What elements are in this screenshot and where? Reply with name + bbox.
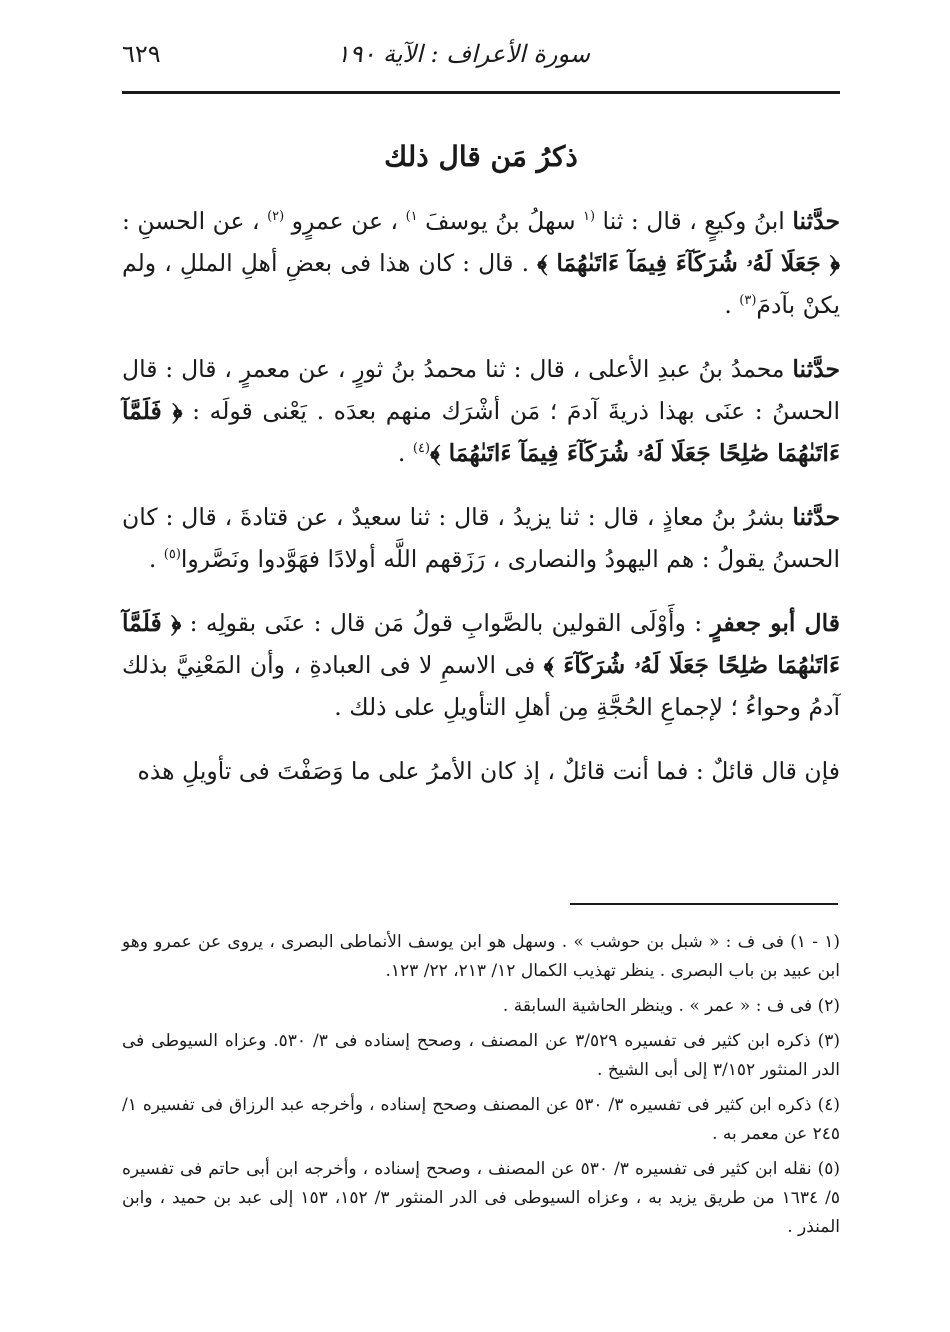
text-span: ، عن الحسنِ : <box>122 207 268 235</box>
footnote: (٥) نقله ابن كثير فى تفسيره ٣/ ٥٣٠ عن المصنف ، وصحح إسناده ، وأخرجه ابن أبى حاتم فى تفسيره ٥/ ١٦٣٤ من طريق يزيد به ، وعزاه السيوطى فى الدر المنثور ٣/ ١٥٢، ١٥٣ إلى عبد بن حميد ، وابن المنذر . <box>122 1159 841 1237</box>
footnote-ref: (٢) <box>267 209 285 225</box>
footnotes <box>122 928 840 1248</box>
text-span: سهلُ بنُ يوسفَ <box>417 207 584 235</box>
quran-bracket-open: ﴿ <box>170 609 182 637</box>
quran-bracket-open: ﴿ <box>172 397 183 425</box>
text-span: . <box>397 439 413 467</box>
text-span: بشرُ بنُ معاذٍ ، قال : ثنا يزيدُ ، قال : ثنا سعيدٌ ، عن قتادةَ ، قال : كان الحسنُ يقولُ : هم اليهودُ والنصارى ، رَزَقهم اللَّه أولادًا فهَوَّدوا ونَصَّروا <box>122 503 840 573</box>
paragraph-5 <box>122 750 840 792</box>
narration-lead: حدَّثنا <box>792 355 840 383</box>
footnote: (٢) فى ف : « عمر » . وينظر الحاشية السابقة . <box>502 996 840 1016</box>
text-span: . <box>148 545 164 573</box>
narration-lead: حدَّثنا <box>792 207 840 235</box>
quran-verse: فَلَمَّآ ءَاتَىٰهُمَا صَٰلِحًا جَعَلَا لَهُۥ شُرَكَآءَ <box>122 609 840 679</box>
paragraph-4 <box>122 602 840 728</box>
quran-bracket-close: ﴾ <box>430 439 441 467</box>
paragraph-2 <box>122 348 840 474</box>
quran-verse: جَعَلَا لَهُۥ شُرَكَآءَ فِيمَآ ءَاتَىٰهُمَا <box>547 249 830 277</box>
text-span: . <box>724 291 740 319</box>
text-span: ، عن عمرٍو <box>284 207 406 235</box>
text-span: محمدُ بنُ عبدِ الأعلى ، قال : ثنا محمدُ بنُ ثورٍ ، عن معمرٍ ، قال : قال الحسنُ : عنَى بهذا ذريةَ آدمَ ؛ مَن أشْرَك منهم بعدَه . يَعْنى قولَه : <box>122 355 840 425</box>
footnote: (٤) ذكره ابن كثير فى تفسيره ٣/ ٥٣٠ عن المصنف وصحح إسناده ، وأخرجه عبد الرزاق فى تفسيره ١/ ٢٤٥ عن معمر به . <box>122 1095 840 1144</box>
main-text <box>122 200 840 792</box>
running-title: سورة الأعراف : الآية ١٩٠ <box>336 40 590 68</box>
section-heading: ذكرُ مَن قال ذلك <box>384 140 578 173</box>
footnote: (٣) ذكره ابن كثير فى تفسيره ٣/٥٢٩ عن المصنف ، وصحح إسناده فى ٣/ ٥٣٠. وعزاه السيوطى فى الدر المنثور ٣/١٥٢ إلى أبى الشيخ . <box>122 1031 840 1080</box>
quran-bracket-close: ﴾ <box>543 651 555 679</box>
quran-verse: فَلَمَّآ ءَاتَىٰهُمَا صَٰلِحًا جَعَلَا لَهُۥ شُرَكَآءَ فِيمَآ ءَاتَىٰهُمَا <box>122 397 840 467</box>
text-span: : وأَوْلَى القولين بالصَّوابِ قولُ مَن قال : عنَى بقولِه : <box>181 609 711 637</box>
text-span: فى الاسمِ لا فى العبادةِ ، وأن المَعْنِيَّ بذلك آدمُ وحواءُ ؛ لإجماعِ الحُجَّةِ مِن أهلِ التأويلِ على ذلك . <box>122 651 840 721</box>
footnote-rule <box>570 903 838 905</box>
text-span: . قال : كان هذا فى بعضِ أهلِ المللِ ، ولم يكنْ بآدمَ <box>122 249 840 319</box>
footnote-ref: ١) <box>405 209 418 225</box>
footnote-ref: (١ <box>583 209 596 225</box>
paragraph-1 <box>122 200 840 326</box>
narration-lead: حدَّثنا <box>792 503 840 531</box>
page-number: ٦٢٩ <box>122 40 161 68</box>
author-lead: قال أبو جعفرٍ <box>710 609 840 637</box>
text-span: ابنُ وكيعٍ ، قال : ثنا <box>595 207 793 235</box>
footnote: (١ - ١) فى ف : « شبل بن حوشب » . وسهل هو ابن يوسف الأنماطى البصرى ، يروى عن عمرو وهو ابن عبيد بن باب البصرى . ينظر تهذيب الكمال ١٢/ ٢١٣، ٢٢/ ١٢٣. <box>122 932 840 981</box>
header-rule <box>122 91 840 94</box>
page-header <box>122 40 840 80</box>
footnote-ref: (٤) <box>412 441 431 457</box>
text-span: فإن قال قائلٌ : فما أنت قائلٌ ، إذ كان الأمرُ على ما وَصَفْتَ فى تأويلِ هذه <box>137 757 840 785</box>
quran-bracket-open: ﴿ <box>829 249 840 277</box>
footnote-ref: (٣) <box>739 293 757 309</box>
footnote-ref: (٥) <box>163 547 181 563</box>
paragraph-3 <box>122 496 840 580</box>
quran-bracket-close: ﴾ <box>537 249 548 277</box>
